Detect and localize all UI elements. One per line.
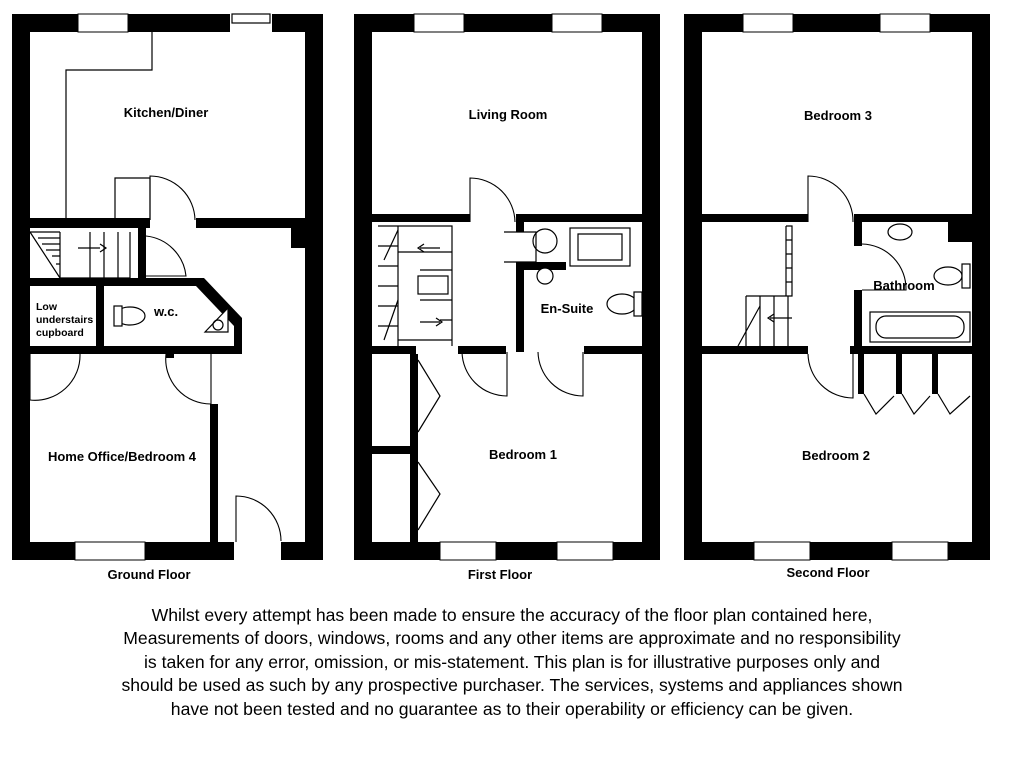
window: [78, 14, 128, 32]
window: [880, 14, 930, 32]
front-door: [236, 496, 281, 542]
room-label-bathroom: Bathroom: [873, 278, 935, 293]
window: [892, 542, 948, 560]
window: [557, 542, 613, 560]
room-label-kitchen: Kitchen/Diner: [123, 105, 209, 120]
window: [414, 14, 464, 32]
room-label-office: Home Office/Bedroom 4: [47, 449, 197, 464]
window: [552, 14, 602, 32]
room-label-bedroom-1: Bedroom 1: [489, 447, 557, 462]
disclaimer-text: Whilst every attempt has been made to ensure the accuracy of the floor plan contained here, Measurements of doors, windows, rooms and any other items are approximate and no responsibility is taken for any error, omission, or mis-statement. This plan is for illustrative purposes only and should be used as such by any prospective purchaser. The services, systems and appliances shown have not been tested and no guarantee as to their operability or efficiency can be given.: [121, 605, 903, 719]
room-label-bedroom-3: Bedroom 3: [804, 108, 872, 123]
window: [754, 542, 810, 560]
room-label-cupboard-2: understairs: [36, 314, 94, 326]
floor-caption-ground: Ground Floor: [107, 567, 191, 582]
floor-caption-first: First Floor: [467, 567, 533, 582]
window: [743, 14, 793, 32]
room-label-ensuite: En-Suite: [540, 301, 594, 316]
room-label-cupboard-3: cupboard: [36, 327, 84, 339]
window: [440, 542, 496, 560]
room-label-wc: w.c.: [154, 304, 179, 319]
room-label-bedroom-2: Bedroom 2: [802, 448, 870, 463]
ground-floor-plan: [12, 14, 323, 560]
second-floor-plan: [684, 14, 990, 560]
first-floor-plan: [354, 14, 660, 560]
floor-caption-second: Second Floor: [786, 565, 870, 580]
window: [75, 542, 145, 560]
room-label-living: Living Room: [468, 107, 548, 122]
room-label-cupboard-1: Low: [36, 301, 57, 313]
